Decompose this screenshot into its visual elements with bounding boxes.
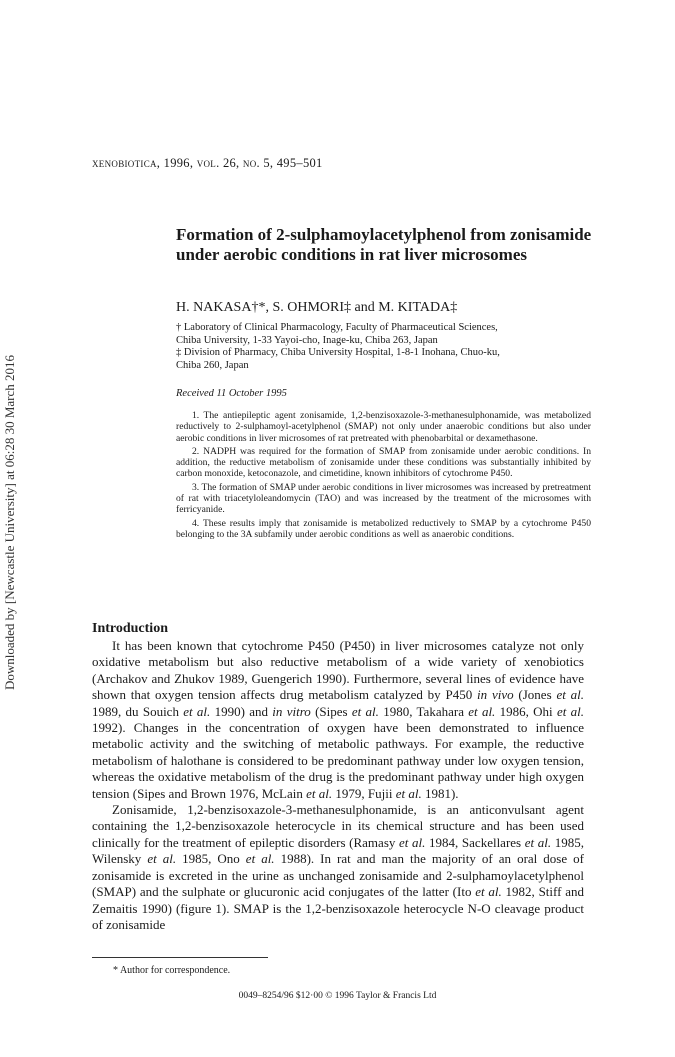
italic-text: et al. — [556, 687, 585, 703]
affiliation-line: Chiba University, 1-33 Yayoi-cho, Inage-ku, Chiba 263, Japan — [176, 334, 438, 346]
issue-label: no. — [242, 156, 260, 170]
italic-text: et al. — [395, 785, 422, 801]
issue-pages: 5, 495–501 — [259, 156, 323, 170]
text-run: 1992). Changes in the concentration of oxygen have been demonstrated to influence metabolic activity and the switching of metabolic pathways. For example, the reductive metabolism of halothane is considered to be predominant pathway under low oxygen tension, whereas the oxidative metabolism of the drug is the predominant pathway under high oxygen tension (Sipes and Brown 1976, McLain — [92, 720, 584, 801]
text-run: 1990) and — [210, 703, 273, 719]
italic-text: et al. — [556, 703, 584, 719]
italic-text: in vivo — [477, 687, 514, 703]
italic-text: et al. — [245, 851, 275, 867]
text-run: 1979, Fujii — [332, 785, 396, 801]
download-sidebar — [0, 0, 22, 1057]
article-title: Formation of 2-sulphamoylacetylphenol from zonisamide under aerobic conditions in rat liver microsomes — [176, 225, 592, 264]
affiliation-line: ‡ Division of Pharmacy, Chiba University Hospital, 1-8-1 Inohana, Chuo-ku, — [176, 347, 500, 358]
text-run: (Jones — [513, 687, 557, 703]
italic-text: et al. — [306, 785, 333, 801]
text-run: 1984, Sackellares — [425, 834, 525, 850]
intro-paragraph-1 — [92, 638, 584, 802]
italic-text: et al. — [183, 703, 211, 719]
received-date: Received 11 October 1995 — [176, 388, 287, 399]
affiliation-line: † Laboratory of Clinical Pharmacology, Faculty of Pharmaceutical Sciences, — [176, 322, 498, 333]
text-run: 1988). In rat and man the majority of an oral dose of zonisamide is excreted in the urine as unchanged zonisamide and 2-sulphamoylacetylphenol (SMAP) and the sulphate or glucuronic acid conjugates of the latter (Ito — [92, 851, 584, 900]
text-run: Zonisamide, 1,2-benzisoxazole-3-methanesulphonamide, is an anticonvulsant agent containing the 1,2-benzisoxazole heterocycle in its chemical structure and has been used clinically for the treatment of epileptic disorders (Ramasy — [92, 802, 584, 850]
text-run: 1982, Stiff and Zemaitis 1990) (figure 1). SMAP is the 1,2-benzisoxazole heterocycle N-O cleavage product of zonisamide — [92, 884, 584, 932]
abstract-point: 4. These results imply that zonisamide is metabolized reductively to SMAP by a cytochrome P450 belonging to the 3A subfamily under aerobic conditions as well as anaerobic conditions. — [176, 517, 591, 540]
text-run: (Sipes — [310, 703, 352, 719]
volume-label: vol. — [196, 156, 220, 170]
footnote-rule — [92, 957, 268, 958]
abstract — [176, 410, 591, 542]
text-run: 1980, Takahara — [378, 703, 469, 719]
affiliations — [176, 322, 596, 372]
journal-header — [92, 156, 323, 171]
introduction-body — [92, 638, 584, 933]
affiliation-line: Chiba 260, Japan — [176, 359, 249, 371]
article-authors: H. NAKASA†*, S. OHMORI‡ and M. KITADA‡ — [176, 300, 458, 315]
text-run: 1985, Wilensky — [92, 834, 585, 867]
abstract-point: 2. NADPH was required for the formation of SMAP from zonisamide under aerobic conditions. In addition, the reductive metabolism of zonisamide under these conditions was substantially inhibited by carbon monoxide, ketoconazole, and cimetidine, known inhibitors of cytochrome P450. — [176, 445, 591, 480]
journal-year: , 1996, — [156, 156, 197, 170]
text-run: 1986, Ohi — [495, 703, 557, 719]
footnote: * Author for correspondence. — [113, 965, 231, 976]
intro-paragraph-2 — [92, 802, 584, 933]
volume-number: 26, — [219, 156, 243, 170]
italic-text: et al. — [399, 834, 426, 850]
italic-text: et al. — [351, 703, 379, 719]
italic-text: et al. — [147, 851, 177, 867]
abstract-point: 1. The antiepileptic agent zonisamide, 1,2-benzisoxazole-3-methanesulphonamide, was metabolized reductively to 2-sulphamoyl-acetylphenol (SMAP) not only under anaerobic conditions but also under aerobic conditions in liver microsomes of rat pretreated with phenobarbital or dexamethasone. — [176, 410, 591, 444]
introduction-heading: Introduction — [92, 621, 168, 636]
italic-text: et al. — [475, 884, 502, 900]
italic-text: in vitro — [272, 703, 311, 719]
text-run: It has been known that cytochrome P450 (P450) in liver microsomes catalyze not only oxidative metabolism but also reductive metabolism of a wide variety of xenobiotics (Archakov and Zhukov 1989, Guengerich 1990). Furthermore, several lines of evidence have shown that oxygen tension affects drug metabolism catalyzed by P450 — [92, 638, 584, 703]
abstract-point: 3. The formation of SMAP under aerobic conditions in liver microsomes was increased by pretreatment of rat with triacetyloleandomycin (TAO) and was increased by the treatment of the microsomes with ferricyanide. — [176, 481, 591, 516]
issn-copyright: 0049–8254/96 $12·00 © 1996 Taylor & Francis Ltd — [238, 991, 437, 1001]
journal-name: xenobiotica — [92, 156, 157, 170]
text-run: 1981). — [421, 785, 459, 801]
italic-text: et al. — [468, 703, 496, 719]
download-notice: Downloaded by [Newcastle University] at 06:28 30 March 2016 — [2, 354, 17, 690]
text-run: 1989, du Souich — [92, 703, 184, 719]
text-run: 1985, Ono — [176, 851, 246, 867]
italic-text: et al. — [524, 834, 552, 850]
